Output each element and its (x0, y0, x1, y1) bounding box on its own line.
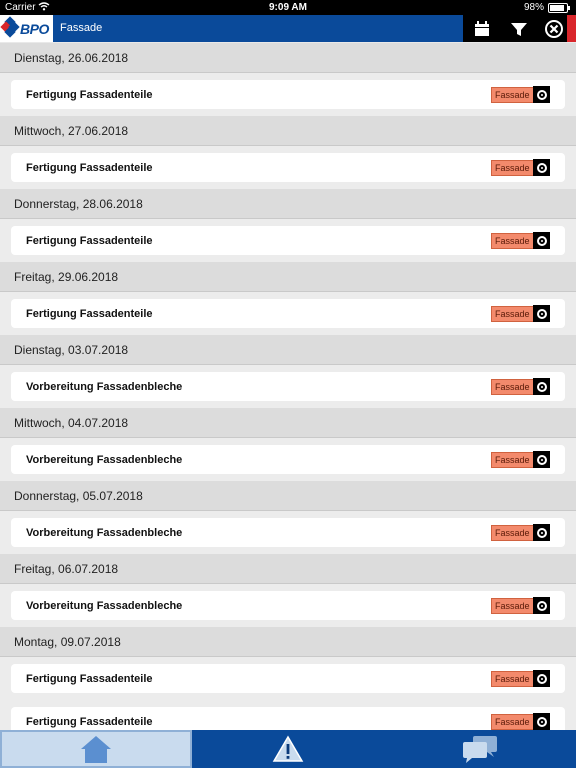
list-item-row (0, 584, 576, 627)
status-bar (0, 0, 576, 15)
category-tag: Fassade (491, 452, 534, 468)
filter-icon[interactable] (509, 19, 529, 39)
list-item[interactable] (11, 372, 565, 401)
list-item[interactable] (11, 591, 565, 620)
record-icon[interactable] (533, 713, 550, 730)
record-icon[interactable] (533, 86, 550, 103)
task-label: Fertigung Fassadenteile (26, 716, 153, 728)
tab-home[interactable] (0, 730, 192, 768)
app-header (0, 15, 576, 42)
date-header (0, 481, 576, 511)
close-circle-icon[interactable] (544, 19, 564, 39)
list-item-row (0, 219, 576, 262)
brand-text: BPO (20, 21, 49, 37)
date-label: Donnerstag, 28.06.2018 (14, 197, 143, 211)
date-header (0, 408, 576, 438)
date-label: Mittwoch, 04.07.2018 (14, 416, 129, 430)
date-header (0, 189, 576, 219)
red-accent-strip (567, 15, 576, 42)
date-label: Freitag, 06.07.2018 (14, 562, 119, 576)
task-label: Vorbereitung Fassadenbleche (26, 381, 183, 393)
page-title: Fassade (60, 22, 103, 34)
tab-bar (0, 730, 576, 768)
clock: 9:09 AM (269, 2, 307, 13)
header-actions (463, 15, 567, 42)
category-tag: Fassade (491, 714, 534, 730)
schedule-list[interactable] (0, 43, 576, 730)
list-item-row (0, 365, 576, 408)
category-tag: Fassade (491, 379, 534, 395)
task-label: Fertigung Fassadenteile (26, 235, 153, 247)
date-header (0, 335, 576, 365)
list-item-row (0, 700, 576, 730)
category-tag: Fassade (491, 160, 534, 176)
date-header (0, 43, 576, 73)
category-tag: Fassade (491, 598, 534, 614)
task-label: Vorbereitung Fassadenbleche (26, 600, 183, 612)
date-label: Mittwoch, 27.06.2018 (14, 124, 129, 138)
tab-messages[interactable] (384, 730, 576, 768)
list-item[interactable] (11, 299, 565, 328)
carrier-label: Carrier (5, 2, 36, 13)
task-label: Fertigung Fassadenteile (26, 89, 153, 101)
date-header (0, 262, 576, 292)
record-icon[interactable] (533, 159, 550, 176)
task-label: Fertigung Fassadenteile (26, 162, 153, 174)
category-tag: Fassade (491, 671, 534, 687)
category-tag: Fassade (491, 306, 534, 322)
record-icon[interactable] (533, 597, 550, 614)
category-tag: Fassade (491, 233, 534, 249)
list-item[interactable] (11, 80, 565, 109)
record-icon[interactable] (533, 378, 550, 395)
date-label: Dienstag, 26.06.2018 (14, 51, 129, 65)
record-icon[interactable] (533, 670, 550, 687)
task-label: Fertigung Fassadenteile (26, 673, 153, 685)
date-label: Freitag, 29.06.2018 (14, 270, 119, 284)
list-item[interactable] (11, 153, 565, 182)
tab-warnings[interactable] (192, 730, 384, 768)
record-icon[interactable] (533, 451, 550, 468)
task-label: Vorbereitung Fassadenbleche (26, 527, 183, 539)
record-icon[interactable] (533, 305, 550, 322)
list-item-row (0, 146, 576, 189)
category-tag: Fassade (491, 525, 534, 541)
list-item-row (0, 511, 576, 554)
category-tag: Fassade (491, 87, 534, 103)
list-item-row (0, 292, 576, 335)
task-label: Fertigung Fassadenteile (26, 308, 153, 320)
calendar-icon[interactable] (472, 19, 492, 39)
list-item-row (0, 438, 576, 481)
task-label: Vorbereitung Fassadenbleche (26, 454, 183, 466)
list-item[interactable] (11, 518, 565, 547)
list-item[interactable] (11, 664, 565, 693)
date-header (0, 554, 576, 584)
bpo-logo (0, 15, 53, 42)
date-label: Donnerstag, 05.07.2018 (14, 489, 143, 503)
date-label: Montag, 09.07.2018 (14, 635, 121, 649)
date-header (0, 116, 576, 146)
battery-percent: 98% (523, 2, 544, 13)
list-item-row (0, 657, 576, 700)
battery-icon (548, 3, 568, 13)
list-item-row (0, 73, 576, 116)
date-header (0, 627, 576, 657)
date-label: Dienstag, 03.07.2018 (14, 343, 129, 357)
list-item[interactable] (11, 707, 565, 730)
record-icon[interactable] (533, 232, 550, 249)
record-icon[interactable] (533, 524, 550, 541)
list-item[interactable] (11, 445, 565, 474)
list-item[interactable] (11, 226, 565, 255)
